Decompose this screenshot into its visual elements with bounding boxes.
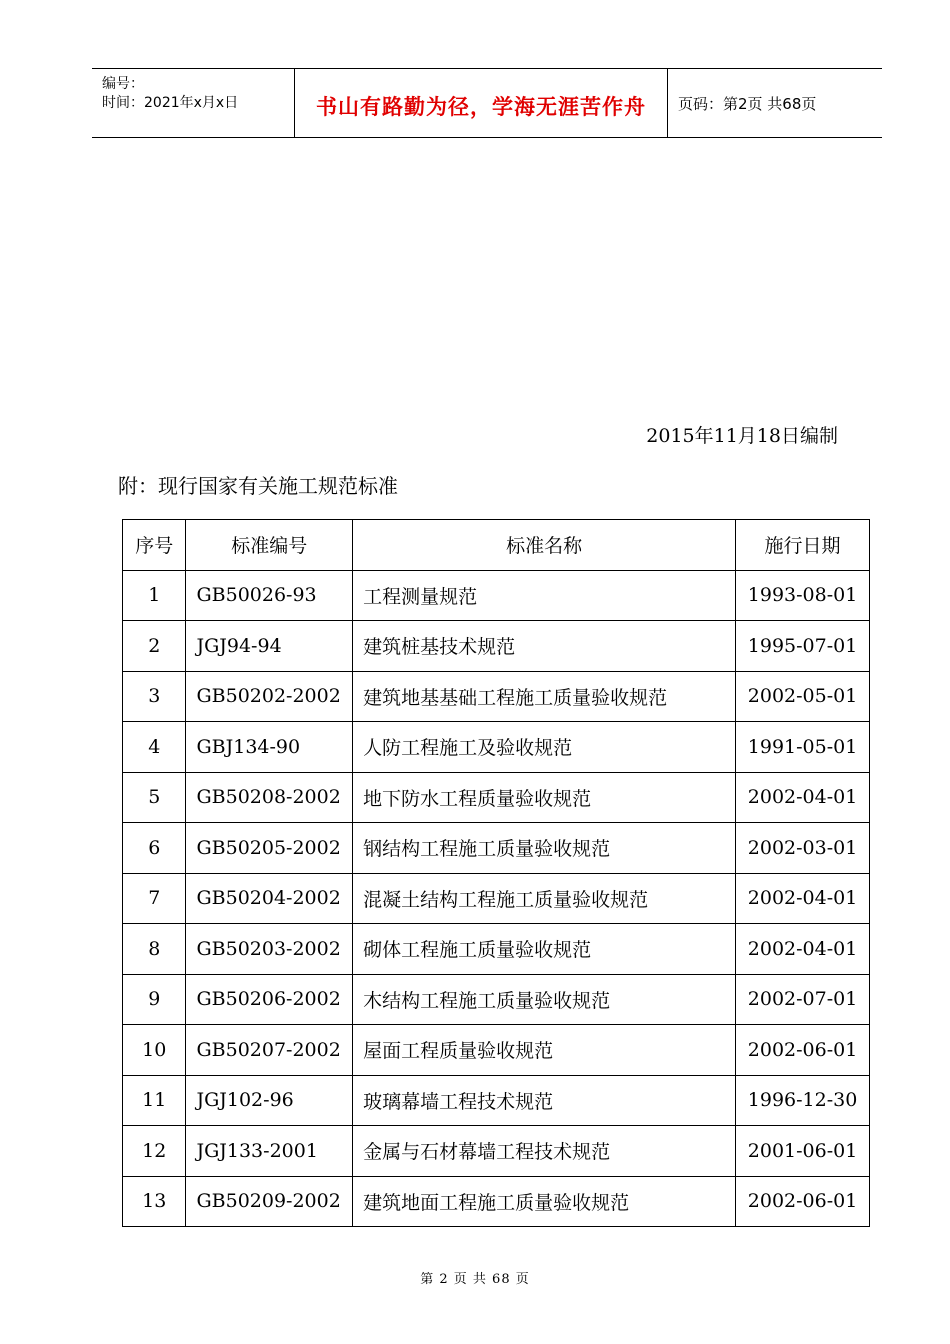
cell-date: 2002-04-01	[736, 873, 870, 924]
table-row	[123, 722, 870, 773]
cell-date: 1995-07-01	[736, 621, 870, 672]
cell-name: 混凝土结构工程施工质量验收规范	[353, 873, 736, 924]
cell-index: 11	[123, 1075, 186, 1126]
cell-code: JGJ102-96	[186, 1075, 353, 1126]
cell-code: GB50202-2002	[186, 671, 353, 722]
cell-index: 3	[123, 671, 186, 722]
cell-name: 建筑地面工程施工质量验收规范	[353, 1176, 736, 1227]
cell-name: 砌体工程施工质量验收规范	[353, 924, 736, 975]
cell-index: 13	[123, 1176, 186, 1227]
cell-name: 屋面工程质量验收规范	[353, 1025, 736, 1076]
page-header	[92, 68, 882, 138]
cell-code: JGJ94-94	[186, 621, 353, 672]
cell-name: 钢结构工程施工质量验收规范	[353, 823, 736, 874]
cell-code: GB50209-2002	[186, 1176, 353, 1227]
compile-date: 2015年11月18日编制	[646, 425, 838, 447]
table-row	[123, 974, 870, 1025]
col-header-index: 序号	[123, 520, 186, 571]
cell-date: 1993-08-01	[736, 570, 870, 621]
table-row	[123, 1075, 870, 1126]
doc-time-label: 时间：2021年x月x日	[102, 95, 239, 111]
col-header-name: 标准名称	[353, 520, 736, 571]
cell-index: 4	[123, 722, 186, 773]
cell-date: 2002-04-01	[736, 924, 870, 975]
cell-code: JGJ133-2001	[186, 1126, 353, 1177]
cell-name: 人防工程施工及验收规范	[353, 722, 736, 773]
cell-date: 1996-12-30	[736, 1075, 870, 1126]
table-header-row	[123, 520, 870, 571]
standards-table	[122, 519, 870, 1227]
cell-code: GB50206-2002	[186, 974, 353, 1025]
header-page-cell	[668, 69, 882, 137]
table-row	[123, 924, 870, 975]
cell-date: 1991-05-01	[736, 722, 870, 773]
cell-code: GB50203-2002	[186, 924, 353, 975]
cell-code: GB50205-2002	[186, 823, 353, 874]
header-meta	[92, 69, 295, 137]
table-row	[123, 1176, 870, 1227]
table-row	[123, 823, 870, 874]
appendix-title: 附：现行国家有关施工规范标准	[118, 474, 398, 498]
cell-index: 7	[123, 873, 186, 924]
cell-code: GB50204-2002	[186, 873, 353, 924]
cell-index: 6	[123, 823, 186, 874]
header-page-label: 页码：第2页 共68页	[678, 95, 817, 113]
table-row	[123, 873, 870, 924]
cell-date: 2002-05-01	[736, 671, 870, 722]
cell-name: 工程测量规范	[353, 570, 736, 621]
cell-index: 2	[123, 621, 186, 672]
doc-number-label: 编号：	[102, 76, 144, 92]
table-row	[123, 621, 870, 672]
table-row	[123, 1025, 870, 1076]
cell-code: GB50026-93	[186, 570, 353, 621]
table-row	[123, 570, 870, 621]
col-header-code: 标准编号	[186, 520, 353, 571]
header-motto: 书山有路勤为径，学海无涯苦作舟	[316, 95, 646, 119]
cell-code: GB50208-2002	[186, 772, 353, 823]
cell-index: 12	[123, 1126, 186, 1177]
cell-date: 2001-06-01	[736, 1126, 870, 1177]
cell-name: 建筑地基基础工程施工质量验收规范	[353, 671, 736, 722]
cell-index: 8	[123, 924, 186, 975]
cell-name: 金属与石材幕墙工程技术规范	[353, 1126, 736, 1177]
header-motto-cell	[295, 69, 668, 137]
cell-index: 10	[123, 1025, 186, 1076]
cell-date: 2002-04-01	[736, 772, 870, 823]
table-row	[123, 772, 870, 823]
cell-name: 玻璃幕墙工程技术规范	[353, 1075, 736, 1126]
cell-date: 2002-07-01	[736, 974, 870, 1025]
page-footer: 第 2 页 共 68 页	[420, 1272, 530, 1287]
cell-code: GBJ134-90	[186, 722, 353, 773]
cell-name: 建筑桩基技术规范	[353, 621, 736, 672]
cell-name: 地下防水工程质量验收规范	[353, 772, 736, 823]
cell-date: 2002-06-01	[736, 1176, 870, 1227]
table-row	[123, 1126, 870, 1177]
col-header-date: 施行日期	[736, 520, 870, 571]
cell-code: GB50207-2002	[186, 1025, 353, 1076]
cell-index: 1	[123, 570, 186, 621]
cell-date: 2002-03-01	[736, 823, 870, 874]
cell-name: 木结构工程施工质量验收规范	[353, 974, 736, 1025]
table-row	[123, 671, 870, 722]
cell-index: 9	[123, 974, 186, 1025]
cell-date: 2002-06-01	[736, 1025, 870, 1076]
cell-index: 5	[123, 772, 186, 823]
